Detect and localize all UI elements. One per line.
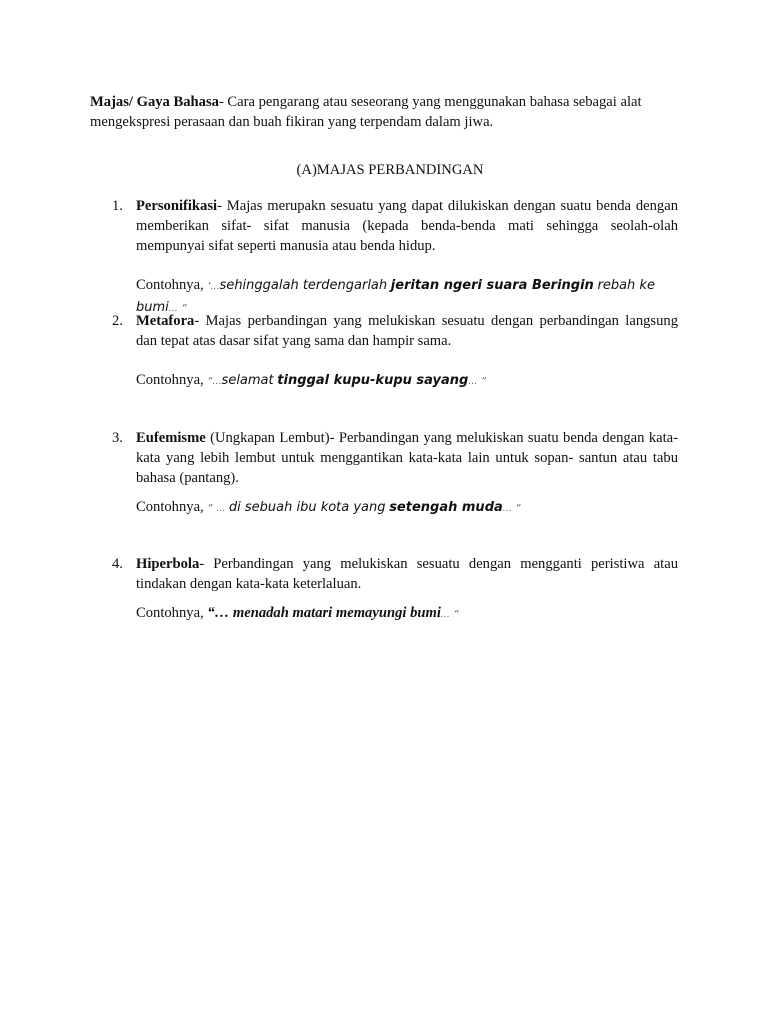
- intro-paragraph: [90, 92, 680, 132]
- item-number: 2.: [112, 313, 123, 329]
- quote-close: “: [181, 303, 187, 314]
- item-term: Eufemisme: [136, 430, 206, 446]
- quote-open: “: [207, 376, 213, 387]
- example-quote: selamat: [221, 373, 274, 388]
- item-term: Personifikasi: [136, 198, 218, 214]
- quote-close: “: [481, 376, 487, 387]
- ellipsis-end: …: [168, 304, 178, 314]
- ellipsis-start: …: [212, 377, 222, 387]
- item-definition: [136, 428, 678, 488]
- example-quote: sehinggalah terdengarlah: [219, 278, 388, 293]
- intro-term: Majas/ Gaya Bahasa: [90, 94, 219, 110]
- example-quote-emphasis: jeritan ngeri suara Beringin: [390, 278, 594, 293]
- item-text: - Majas merupakn sesuatu yang dapat dilukiskan dengan suatu benda dengan memberikan sifat- sifat manusia (kepada benda-benda mati sehingga seolah-olah mempunyai sifat seperti manusia atau benda hidup.: [136, 198, 678, 254]
- example-quote-emphasis: “… menadah matari memayungi bumi: [207, 605, 441, 621]
- ellipsis-start: …: [216, 504, 226, 514]
- item-number: 1.: [112, 198, 123, 214]
- list-item-metafora: [112, 311, 678, 392]
- example-label: Contohnya,: [136, 372, 204, 388]
- item-term: Hiperbola: [136, 556, 200, 572]
- item-text: - Perbandingan yang melukiskan sesuatu dengan mengganti peristiwa atau tindakan dengan kata-kata keterlaluan.: [136, 556, 678, 592]
- item-example: [136, 497, 678, 519]
- item-number: 4.: [112, 556, 123, 572]
- example-label: Contohnya,: [136, 277, 204, 293]
- quote-open: “: [207, 503, 213, 514]
- item-definition: [136, 554, 678, 594]
- ellipsis-start: …: [210, 282, 220, 292]
- example-label: Contohnya,: [136, 499, 204, 515]
- quote-open: ‘: [207, 281, 211, 292]
- list-item-eufemisme: [112, 428, 678, 519]
- item-term: Metafora: [136, 313, 195, 329]
- ellipsis-end: …: [440, 610, 450, 620]
- list-item-personifikasi: [112, 196, 678, 319]
- example-quote-emphasis: setengah muda: [389, 500, 503, 515]
- item-example: [136, 370, 678, 392]
- item-text-paren: (Ungkapan Lembut)-: [205, 430, 335, 446]
- example-label: Contohnya,: [136, 605, 204, 621]
- item-text: Perbandingan yang melukiskan suatu benda dengan kata- kata yang lebih lembut untuk menggantikan kata-kata lain untuk sopan- santun atau tabu bahasa (pantang).: [136, 430, 678, 486]
- quote-close: “: [453, 609, 459, 620]
- example-quote-emphasis: tinggal kupu-kupu sayang: [277, 373, 469, 388]
- item-definition: [136, 311, 678, 351]
- quote-close: “: [515, 503, 521, 514]
- item-definition: [136, 196, 678, 256]
- intro-text: - Cara pengarang atau seseorang yang menggunakan bahasa sebagai alat mengekspresi perasaan dan buah fikiran yang terpendam dalam jiwa.: [90, 94, 642, 130]
- example-quote-tail: rebah ke bumi: [136, 278, 655, 315]
- item-text: - Majas perbandingan yang melukiskan sesuatu dengan perbandingan langsung dan tepat atas dasar sifat yang sama dan hampir sama.: [136, 313, 678, 349]
- example-quote: di sebuah ibu kota yang: [228, 500, 386, 515]
- section-heading: (A)MAJAS PERBANDINGAN: [296, 162, 484, 178]
- ellipsis-end: …: [468, 377, 478, 387]
- item-number: 3.: [112, 430, 123, 446]
- ellipsis-end: …: [502, 504, 512, 514]
- list-item-hiperbola: [112, 554, 678, 625]
- item-example: [136, 603, 678, 625]
